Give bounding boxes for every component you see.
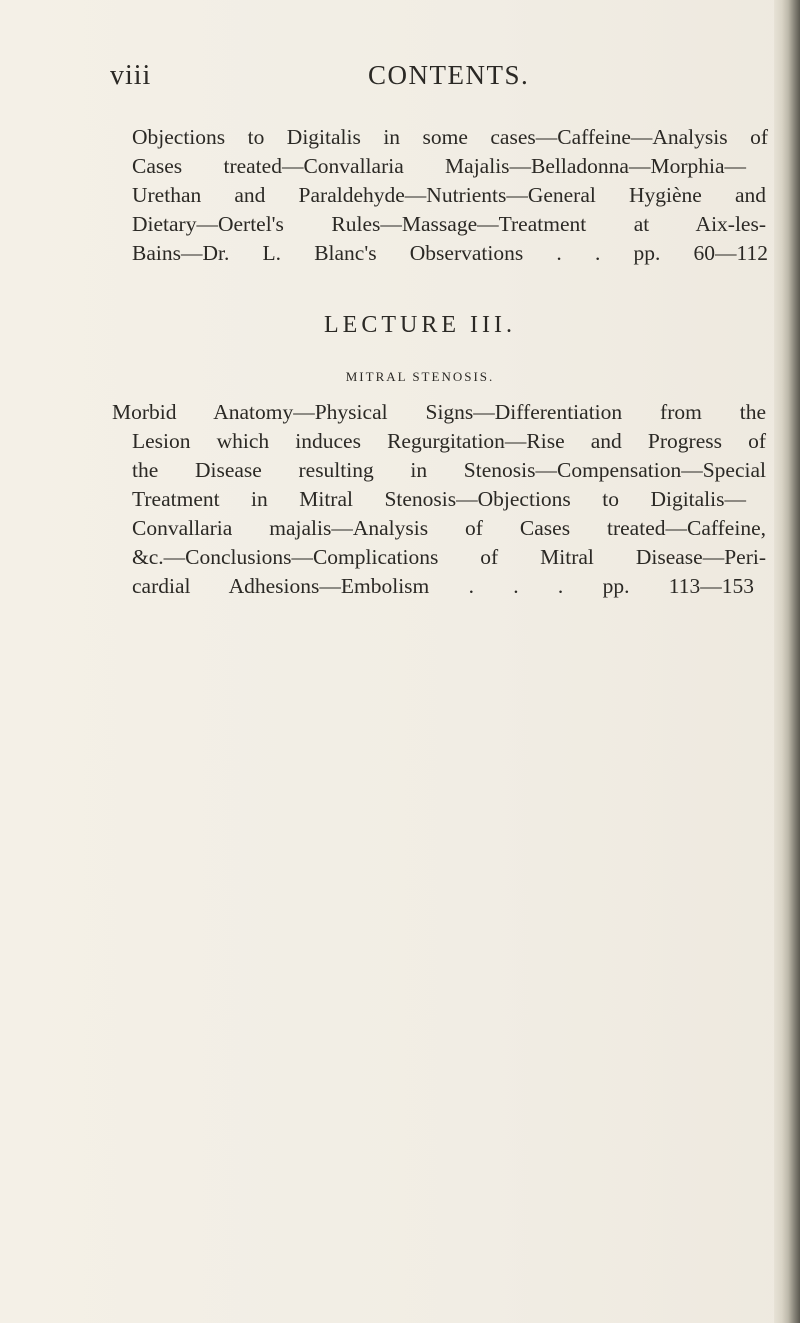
summary-line: Treatment in Mitral Stenosis—Objections to Digitalis— (132, 487, 746, 511)
summary-line: Urethan and Paraldehyde—Nutrients—General Hygiène and (132, 183, 766, 207)
summary-line: Convallaria majalis—Analysis of Cases treated—Caffeine, (132, 516, 766, 540)
page-number: viii (110, 60, 152, 91)
summary-line: Bains—Dr. L. Blanc's Observations . . pp. 60—112 (132, 241, 768, 265)
lecture-heading: LECTURE III. (324, 312, 516, 338)
summary-line: Lesion which induces Regurgitation—Rise and Progress of (132, 429, 766, 453)
page-header (0, 60, 800, 100)
summary-line: cardial Adhesions—Embolism . . . pp. 113—153 (132, 574, 754, 598)
book-spine-edge (774, 0, 800, 1323)
lecture-subheading: MITRAL STENOSIS. (345, 369, 495, 384)
running-head: CONTENTS. (368, 60, 530, 90)
summary-line: Cases treated—Convallaria Majalis—Belladonna—Morphia— (132, 154, 746, 178)
summary-line: &c.—Conclusions—Complications of Mitral Disease—Peri- (132, 545, 766, 569)
summary-line: Morbid Anatomy—Physical Signs—Differentiation from the (112, 400, 766, 424)
summary-line: Dietary—Oertel's Rules—Massage—Treatment at Aix-les- (132, 212, 766, 236)
summary-line: the Disease resulting in Stenosis—Compensation—Special (132, 458, 766, 482)
summary-line: Objections to Digitalis in some cases—Caffeine—Analysis of (132, 125, 768, 149)
